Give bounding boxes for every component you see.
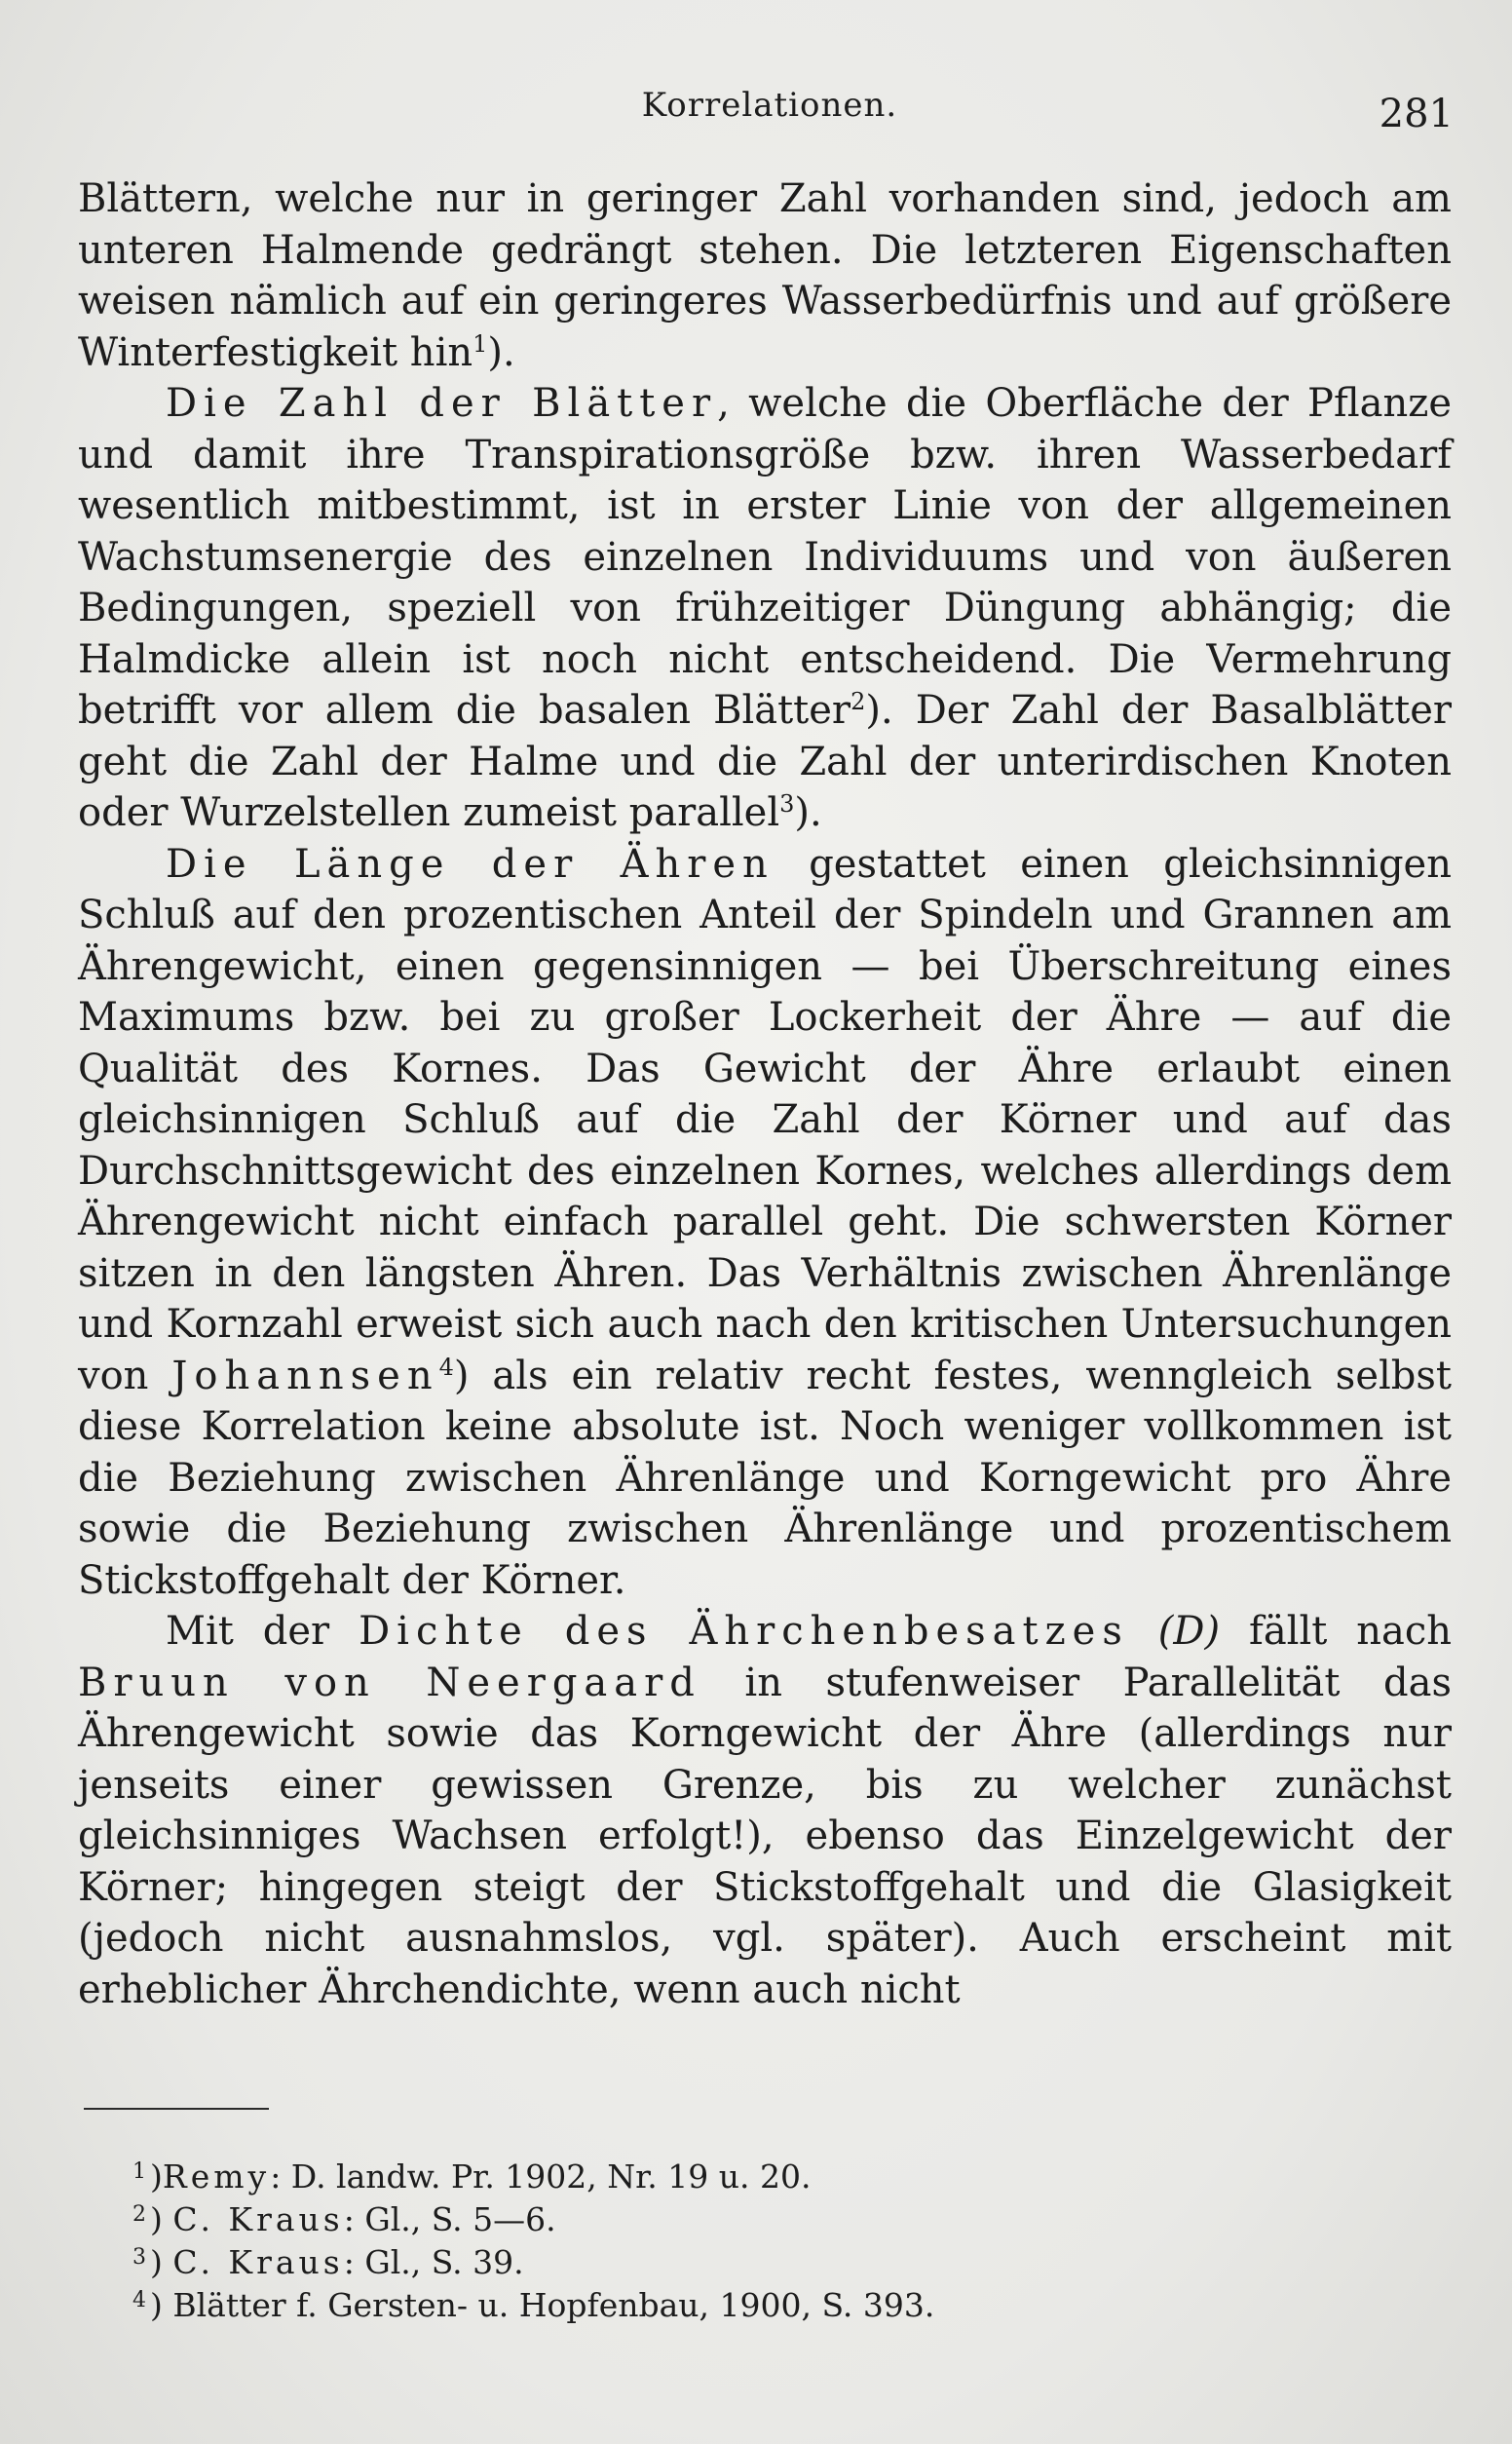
spaced-term-dichte: Dichte des Ährchenbesatzes <box>359 1609 1129 1654</box>
spaced-term-aehren: Die Länge der Ähren <box>166 841 775 887</box>
spaced-term-blaetter: Die Zahl der Blätter <box>166 381 718 426</box>
footnote-1 <box>132 2156 1302 2198</box>
footnote-text: : D. landw. Pr. 1902, Nr. 19 u. 20. <box>270 2158 812 2196</box>
footnote-author: C. Kraus <box>172 2243 344 2281</box>
footnote-ref-3: 3 <box>779 790 795 818</box>
footnote-ref-2: 2 <box>850 688 866 715</box>
author-name-neergaard: Bruun von Neergaard <box>78 1660 701 1705</box>
running-head-title: Korrelationen. <box>641 86 898 125</box>
footnote-ref-1: 1 <box>472 329 488 358</box>
paragraph-4-text-a: Mit der <box>166 1609 359 1654</box>
footnote-mark-paren: ) <box>150 2243 173 2281</box>
footnote-mark: 3 <box>132 2245 146 2270</box>
footnote-3 <box>132 2241 1302 2284</box>
paragraph-4-text-b: fällt nach <box>1220 1609 1453 1654</box>
paragraph-2-end: ). <box>794 790 822 835</box>
footnote-4 <box>132 2284 1302 2327</box>
footnote-mark-paren: ) <box>150 2200 173 2238</box>
footnote-text: : Gl., S. 39. <box>343 2243 524 2281</box>
footnote-mark: 2 <box>132 2202 146 2227</box>
footnotes <box>132 2156 1302 2327</box>
footnote-divider <box>84 2108 269 2110</box>
footnote-mark-paren: ) <box>150 2158 163 2196</box>
paragraph-1-end: ). <box>487 329 515 375</box>
footnote-author: Remy <box>162 2158 271 2196</box>
paragraph-3-text-b: ) als ein relativ recht festes, wenngleich selbst diese Korrelation keine absolute ist. Noch weniger vollkommen ist die Beziehung zwischen Ährenlänge und Korngewicht pro Ähre sowie die Beziehung zwischen Ährenlänge und prozentischem Stickstoffgehalt der Körner. <box>78 1353 1452 1603</box>
paragraph-3-text-a: gestattet einen gleichsinnigen Schluß auf den prozentischen Anteil der Spindeln und Grannen am Ährengewicht, einen gegensinnigen — bei Überschreitung eines Maximums bzw. bei zu großer Lockerheit der Ähre — auf die Qualität des Kornes. Das Gewicht der Ähre erlaubt einen gleichsinnigen Schluß auf die Zahl der Körner und auf das Durchschnittsgewicht des einzelnen Kornes, welches allerdings dem Ährengewicht nicht einfach parallel geht. Die schwersten Körner sitzen in den längsten Ähren. Das Verhältnis zwischen Ährenlänge und Kornzahl erweist sich auch nach den kritischen Untersuchungen von <box>78 841 1452 1398</box>
paragraph-1-text: Blättern, welche nur in geringer Zahl vorhanden sind, jedoch am unteren Halmende gedrängt stehen. Die letzteren Eigenschaften weisen nämlich auf ein geringeres Wasserbedürfnis und auf größere Winterfestigkeit hin <box>78 176 1452 375</box>
paragraph-3 <box>78 839 1452 1607</box>
footnote-author: C. Kraus <box>172 2200 344 2238</box>
footnote-mark: 1 <box>132 2159 146 2184</box>
main-text <box>78 173 1452 2015</box>
paragraph-4-text-c: in stufenweiser Parallelität das Ährengewicht sowie das Korngewicht der Ähre (allerdings nur jenseits einer gewissen Grenze, bis zu welcher zunächst gleichsinniges Wachsen erfolgt!), ebenso das Einzelgewicht der Körner; hingegen steigt der Stickstoffgehalt und die Glasigkeit (jedoch nicht ausnahmslos, vgl. später). Auch erscheint mit erheblicher Ährchendichte, wenn auch nicht <box>78 1660 1452 2012</box>
paragraph-2-text-a: , welche die Oberfläche der Pflanze und damit ihre Transpirationsgröße bzw. ihren Wasserbedarf wesentlich mitbestimmt, ist in erster Linie von der allgemeinen Wachstumsenergie des einzelnen Individuums und von äußeren Bedingungen, speziell von frühzeitiger Düngung abhängig; die Halmdicke allein ist noch nicht entscheidend. Die Vermehrung betrifft vor allem die basalen Blätter <box>78 381 1452 733</box>
paragraph-1 <box>78 173 1452 378</box>
page-number: 281 <box>1379 92 1454 136</box>
paragraph-2 <box>78 378 1452 839</box>
paragraph-4 <box>78 1606 1452 2015</box>
footnote-ref-4: 4 <box>438 1353 454 1381</box>
footnote-text: Blätter f. Gersten- u. Hopfenbau, 1900, S. 393. <box>172 2286 935 2324</box>
paragraph-2-text-b: ). Der Zahl der Basalblätter geht die Zahl der Halme und die Zahl der unterirdischen Knoten oder Wurzelstellen zumeist parallel <box>78 688 1453 835</box>
footnote-mark-paren: ) <box>150 2286 173 2324</box>
footnote-text: : Gl., S. 5—6. <box>343 2200 556 2238</box>
author-name-johannsen: Johannsen <box>171 1353 439 1398</box>
symbol-d: (D) <box>1128 1609 1221 1654</box>
running-head <box>78 86 1461 144</box>
footnote-mark: 4 <box>132 2288 146 2312</box>
footnote-2 <box>132 2198 1302 2241</box>
